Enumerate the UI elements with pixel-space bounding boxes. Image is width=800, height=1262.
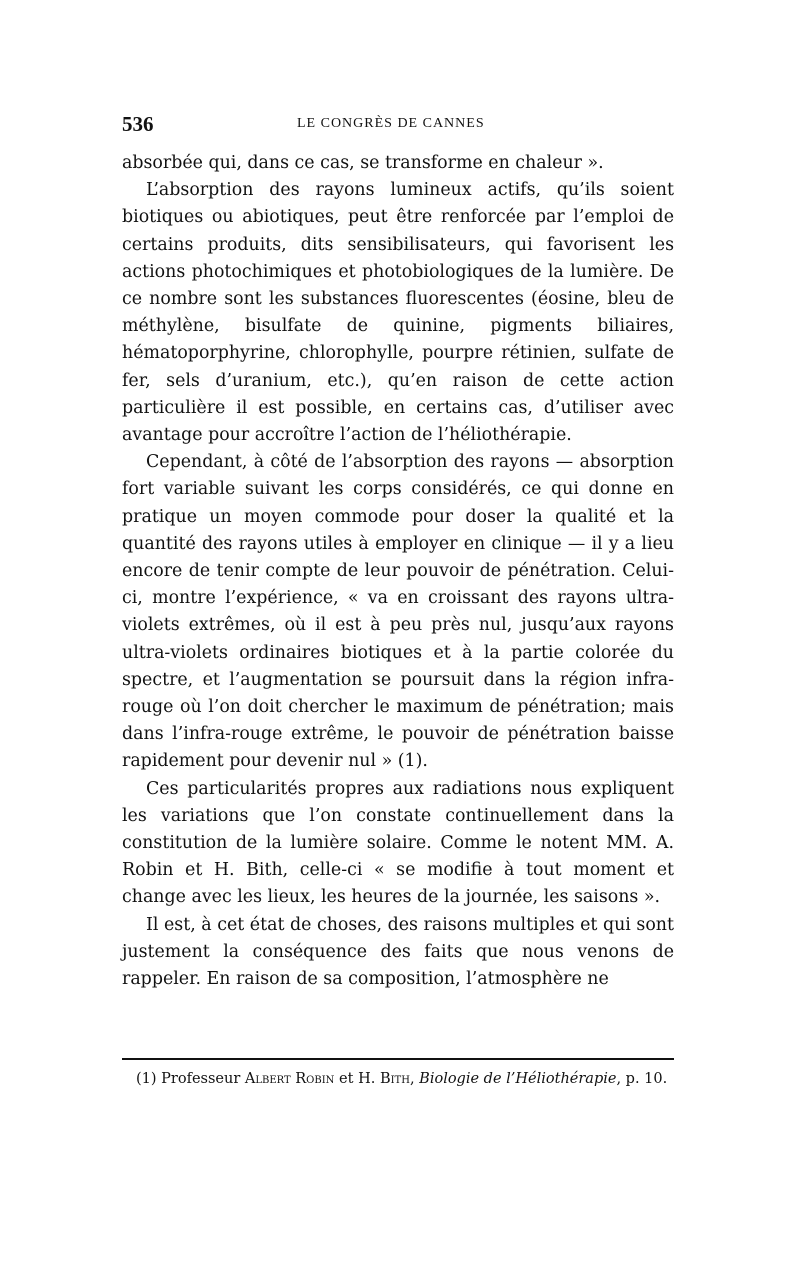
paragraph: Cependant, à côté de l’absorption des rayons — absorption fort variable suivant les corps considérés, ce qui donne en pratique un moyen commode pour doser la qualité et la quantité des rayons utiles à employer en clinique — il y a lieu encore de tenir compte de leur pouvoir de pénétration. Celui-ci, montre l’expérience, « va en croissant des rayons ultra-violets extrêmes, où il est à peu près nul, jusqu’aux rayons ultra-violets ordinaires biotiques et à la partie colorée du spectre, et l’augmentation se poursuit dans la région infra-rouge où l’on doit chercher le maximum de pénétration; mais dans l’infra-rouge extrême, le pouvoir de pénétration baisse rapidement pour devenir nul » (1). (122, 452, 674, 772)
footnote-divider (122, 1058, 674, 1060)
page-number: 536 (122, 112, 154, 136)
paragraph: absorbée qui, dans ce cas, se transforme en chaleur ». (122, 153, 604, 173)
footnote-author: Albert Robin (244, 1071, 335, 1087)
footnote: (1) Professeur Albert Robin et H. Bith, Biologie de l’Héliothérapie, p. 10. (136, 1071, 668, 1087)
footnote-title: Biologie de l’Héliothérapie (419, 1071, 617, 1087)
page-header (122, 112, 674, 138)
paragraph: L’absorption des rayons lumineux actifs, qu’ils soient biotiques ou abiotiques, peut être renforcée par l’emploi de certains produits, dits sensibilisateurs, qui favorisent les actions photochimiques et photobiologiques de la lumière. De ce nombre sont les substances fluorescentes (éosine, bleu de méthylène, bisulfate de quinine, pigments biliaires, hématoporphyrine, chlorophylle, pourpre rétinien, sulfate de fer, sels d’uranium, etc.), qu’en raison de cette action particulière il est possible, en certains cas, d’utiliser avec avantage pour accroître l’action de l’héliothérapie. (122, 180, 674, 446)
paragraph: Ces particularités propres aux radiations nous expliquent les variations que l’on constate continuellement dans la constitution de la lumière solaire. Comme le notent MM. A. Robin et H. Bith, celle-ci « se modifie à tout moment et change avec les lieux, les heures de la journée, les saisons ». (122, 778, 674, 908)
paragraph: Il est, à cet état de choses, des raisons multiples et qui sont justement la conséquence des faits que nous venons de rappeler. En raison de sa composition, l’atmosphère ne (122, 914, 674, 990)
footnote-prefix: Professeur (161, 1071, 241, 1087)
body-text (122, 150, 674, 993)
footnote-marker: (1) (136, 1071, 157, 1087)
footnote-conjunction: et (339, 1071, 354, 1087)
footnote-author: H. Bith (358, 1071, 410, 1087)
running-head: LE CONGRÈS DE CANNES (297, 116, 485, 131)
footnote-page: p. 10. (625, 1071, 668, 1087)
